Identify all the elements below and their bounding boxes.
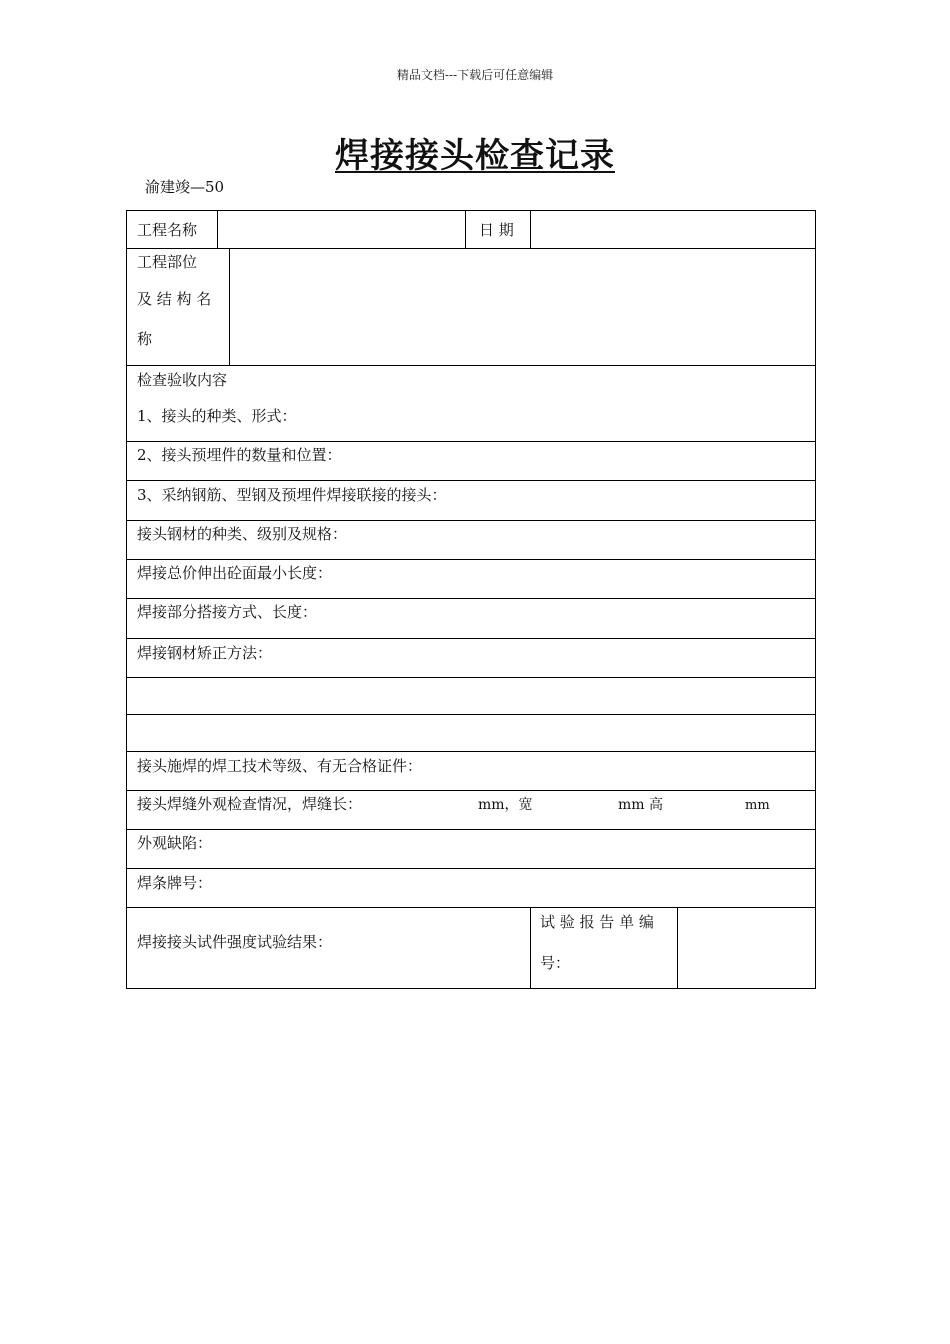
- report-no-label-line1: 试 验 报 告 单 编: [540, 913, 654, 931]
- item-1: 1、接头的种类、形式：: [137, 407, 297, 425]
- location-label-line2: 及 结 构 名: [137, 290, 212, 308]
- seam-unit-length: mm，宽: [478, 797, 533, 813]
- row-rod-brand: [127, 869, 815, 908]
- row-straighten: [127, 639, 815, 678]
- date-label-cell: [465, 211, 530, 248]
- defects-label: 外观缺陷：: [137, 834, 213, 852]
- row-strength-test: [127, 908, 815, 988]
- blank-row[interactable]: [127, 678, 815, 715]
- straighten-label: 焊接钢材矫正方法：: [137, 644, 273, 662]
- welder-grade-label: 接头施焊的焊工技术等级、有无合格证件：: [137, 757, 423, 775]
- row-defects: [127, 830, 815, 869]
- strength-result-label: 焊接接头试件强度试验结果：: [137, 933, 333, 951]
- document-title: [0, 128, 950, 177]
- row-inspection-item1: [127, 366, 815, 442]
- project-name-label: 工程名称: [137, 221, 198, 239]
- report-no-field[interactable]: [677, 908, 815, 988]
- lap-method-label: 焊接部分搭接方式、长度：: [137, 603, 318, 621]
- seam-unit-width: mm 高: [618, 797, 664, 813]
- row-location: [127, 249, 815, 366]
- steel-grade-label: 接头钢材的种类、级别及规格：: [137, 525, 348, 543]
- project-name-field[interactable]: [217, 211, 465, 248]
- date-label: 日 期: [479, 221, 514, 239]
- min-length-label: 焊接总价伸出砼面最小长度：: [137, 564, 333, 582]
- seam-unit-height: mm: [745, 798, 770, 813]
- location-label-line3: 称: [137, 330, 153, 348]
- date-field[interactable]: [530, 211, 815, 248]
- row-project-name: [127, 211, 815, 249]
- row-item3: [127, 481, 815, 521]
- location-label-line1: 工程部位: [137, 253, 198, 271]
- project-name-label-cell: [127, 211, 217, 248]
- location-field[interactable]: [229, 249, 815, 365]
- inspection-form: [126, 210, 816, 989]
- location-label-cell: [127, 249, 229, 365]
- row-lap-method: [127, 599, 815, 639]
- item-3: 3、采纳钢筋、型钢及预埋件焊接联接的接头：: [137, 486, 447, 504]
- document-title-text: 焊接接头检查记录: [335, 136, 615, 176]
- header-note: 精品文档---下载后可任意编辑: [396, 68, 554, 82]
- rod-brand-label: 焊条牌号：: [137, 874, 213, 892]
- row-steel-grade: [127, 521, 815, 560]
- form-code: 渝建竣—50: [145, 178, 225, 196]
- strength-result-cell: [127, 908, 530, 988]
- row-item2: [127, 442, 815, 481]
- report-no-label-cell: [530, 908, 677, 988]
- inspection-heading: 检查验收内容: [137, 371, 228, 389]
- row-min-length: [127, 560, 815, 599]
- seam-label: 接头焊缝外观检查情况，焊缝长：: [137, 795, 363, 813]
- row-welder-grade: [127, 752, 815, 791]
- row-seam-check: [127, 791, 815, 830]
- report-no-label-line2: 号：: [540, 954, 571, 972]
- blank-row[interactable]: [127, 715, 815, 752]
- item-2: 2、接头预埋件的数量和位置：: [137, 446, 342, 464]
